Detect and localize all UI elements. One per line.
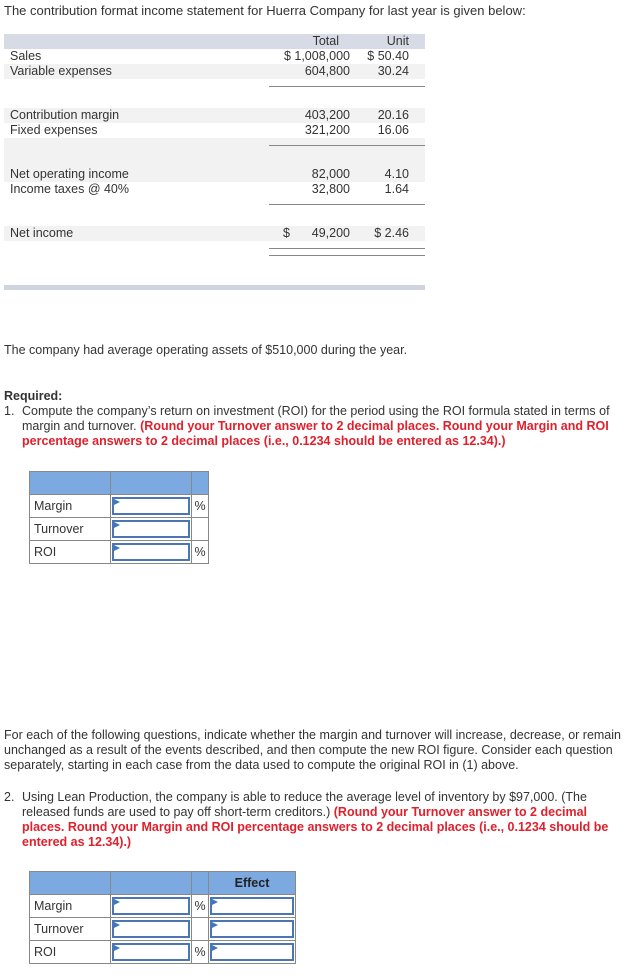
- header-cell: [30, 472, 111, 495]
- double-rule-top: [269, 248, 425, 249]
- row-unit: 1.64: [384, 182, 409, 196]
- row-label: Turnover: [30, 918, 111, 941]
- answer-row-turnover: [30, 918, 296, 941]
- rounding-instruction: (Round your Turnover answer to 2 decimal places. Round your Margin and ROI percentage answers to 2 decimal places (i.e., 0.1234 should be entered as 12.34).): [22, 805, 609, 849]
- input-flag-icon: [212, 922, 218, 928]
- row-label: Variable expenses: [10, 64, 112, 78]
- margin-input[interactable]: [112, 897, 190, 915]
- row-unit: $ 50.40: [367, 49, 409, 63]
- divider: [269, 86, 425, 87]
- statement-header: [4, 34, 425, 49]
- question-number: 2.: [4, 790, 15, 804]
- divider: [269, 145, 425, 146]
- answer-row-turnover: [30, 518, 209, 541]
- percent-suffix: [192, 918, 209, 941]
- question-text: Using Lean Production, the company is able to reduce the average level of inventory by $97,000. (The released funds are used to pay off short-term creditors.): [22, 790, 587, 819]
- input-flag-icon: [212, 899, 218, 905]
- input-flag-icon: [114, 522, 120, 528]
- question-number: 1.: [4, 404, 15, 418]
- statement-row-net-operating-income: [4, 167, 425, 182]
- row-label: Sales: [10, 49, 42, 63]
- row-label: Margin: [30, 895, 111, 918]
- row-total: 49,200: [311, 226, 350, 240]
- turnover-input[interactable]: [112, 520, 190, 538]
- answer-table-2: [29, 871, 296, 964]
- input-flag-icon: [114, 545, 120, 551]
- row-unit: 30.24: [377, 64, 409, 78]
- dollar-sign: $: [283, 226, 290, 240]
- answer-table-1: [29, 471, 209, 564]
- percent-suffix: %: [192, 495, 209, 518]
- row-unit: 16.06: [377, 123, 409, 137]
- answer-row-roi: [30, 941, 296, 964]
- spacer-row: [4, 138, 425, 168]
- row-label: Margin: [30, 495, 111, 518]
- header-cell: [192, 872, 209, 895]
- row-total: $ 1,008,000: [283, 49, 350, 63]
- margin-input[interactable]: [112, 497, 190, 515]
- input-flag-icon: [114, 922, 120, 928]
- row-label: Income taxes @ 40%: [10, 182, 129, 196]
- header-total: Total: [312, 34, 339, 48]
- roi-input[interactable]: [112, 543, 190, 561]
- row-unit: 20.16: [377, 108, 409, 122]
- question-2: [4, 790, 624, 850]
- turnover-effect-select[interactable]: [210, 920, 294, 938]
- row-total: 604,800: [304, 64, 350, 78]
- percent-suffix: %: [192, 541, 209, 564]
- intro-text: The contribution format income statement for Huerra Company for last year is given below:: [4, 3, 526, 18]
- row-total: 82,000: [311, 167, 350, 181]
- percent-suffix: %: [192, 895, 209, 918]
- input-flag-icon: [114, 899, 120, 905]
- statement-row-fixed-expenses: [4, 123, 425, 138]
- row-unit: 4.10: [384, 167, 409, 181]
- row-total: 403,200: [304, 108, 350, 122]
- input-flag-icon: [114, 945, 120, 951]
- statement-row-variable-expenses: [4, 64, 425, 79]
- divider: [269, 204, 425, 205]
- rounding-instruction: (Round your Turnover answer to 2 decimal places. Round your Margin and ROI percentage answers to 2 decimal places (i.e., 0.1234 should be entered as 12.34).): [22, 419, 609, 448]
- instructions-text: [4, 728, 624, 773]
- statement-row-sales: [4, 49, 425, 64]
- assets-text: The company had average operating assets of $510,000 during the year.: [4, 343, 408, 357]
- header-unit: Unit: [386, 34, 409, 48]
- percent-suffix: %: [192, 941, 209, 964]
- row-label: ROI: [30, 941, 111, 964]
- row-label: Net income: [10, 226, 74, 240]
- header-cell: [30, 872, 111, 895]
- row-total: 32,800: [311, 182, 350, 196]
- row-label: Net operating income: [10, 167, 129, 181]
- input-flag-icon: [114, 499, 120, 505]
- statement-row-income-taxes: [4, 182, 425, 197]
- income-statement: [4, 34, 425, 264]
- header-cell: [111, 472, 192, 495]
- double-rule-bottom: [269, 255, 425, 256]
- answer-row-margin: [30, 495, 209, 518]
- roi-input[interactable]: [112, 943, 190, 961]
- header-cell: [111, 872, 192, 895]
- row-unit: $ 2.46: [374, 226, 409, 240]
- instructions-body: For each of the following questions, indicate whether the margin and turnover will increase, decrease, or remain unchanged as a result of the events described, and then compute the new ROI figure. Consider each question separately, starting in each case from the data used to compute the original ROI in (1) above.: [4, 728, 621, 772]
- statement-row-contribution-margin: [4, 108, 425, 123]
- header-cell: [192, 472, 209, 495]
- row-label: Fixed expenses: [10, 123, 98, 137]
- answer-row-margin: [30, 895, 296, 918]
- question-text: Compute the company’s return on investment (ROI) for the period using the ROI formula stated in terms of margin and turnover.: [22, 404, 610, 433]
- effect-header: Effect: [209, 872, 296, 895]
- row-label: ROI: [30, 541, 111, 564]
- section-divider-bar: [4, 285, 425, 290]
- statement-row-net-income: [4, 226, 425, 241]
- answer-row-roi: [30, 541, 209, 564]
- row-total: 321,200: [304, 123, 350, 137]
- required-label: Required:: [4, 389, 63, 403]
- input-flag-icon: [212, 945, 218, 951]
- row-label: Turnover: [30, 518, 111, 541]
- question-1: [4, 404, 624, 449]
- row-label: Contribution margin: [10, 108, 120, 122]
- margin-effect-select[interactable]: [210, 897, 294, 915]
- roi-effect-select[interactable]: [210, 943, 294, 961]
- percent-suffix: [192, 518, 209, 541]
- turnover-input[interactable]: [112, 920, 190, 938]
